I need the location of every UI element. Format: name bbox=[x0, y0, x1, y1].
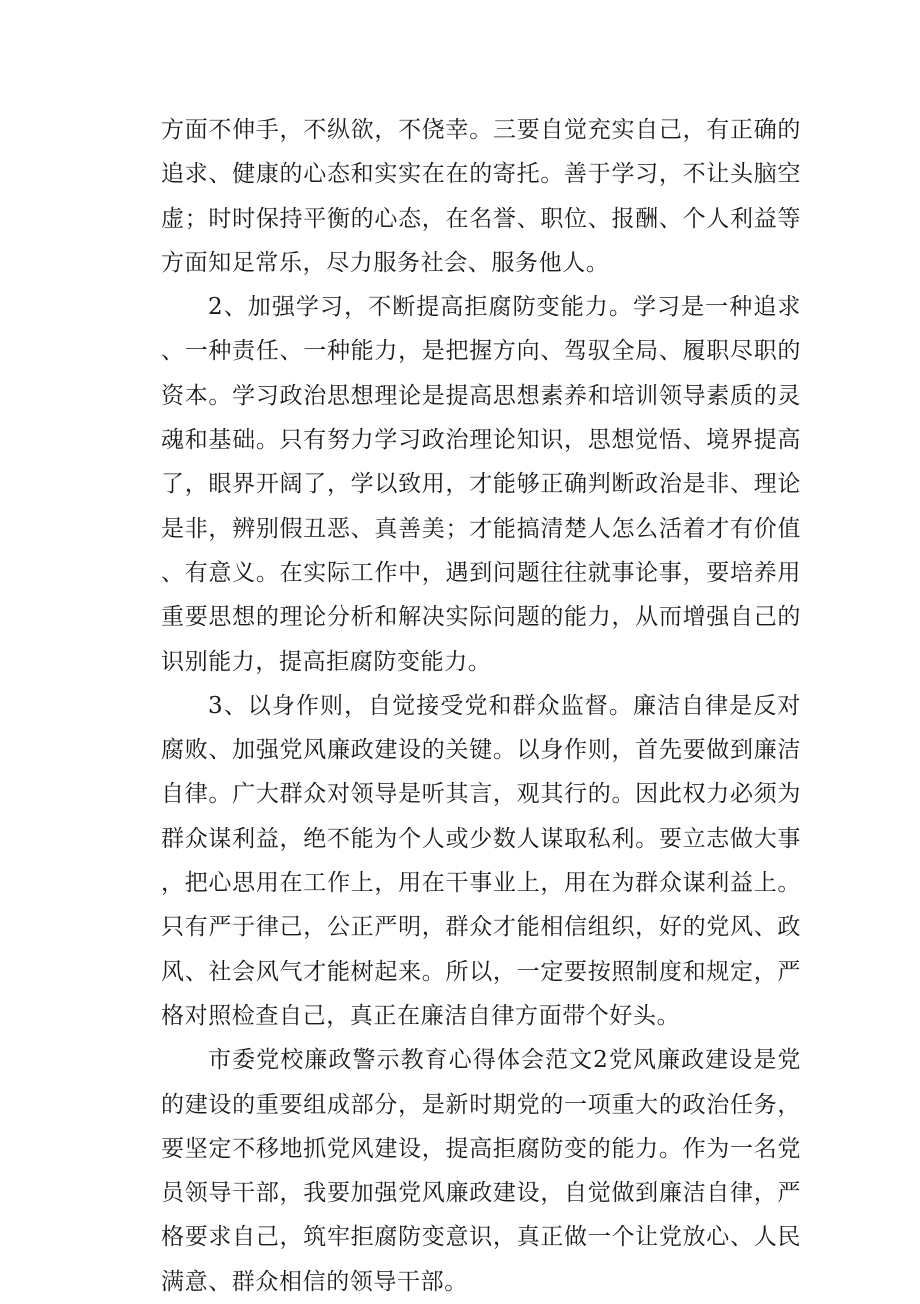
document-body bbox=[161, 108, 801, 1304]
paragraph-study: 2、加强学习，不断提高拒腐防变能力。学习是一种追求、一种责任、一种能力，是把握方向、驾驭全局、履职尽职的资本。学习政治思想理论是提高思想素养和培训领导素质的灵魂和基础。只有努力学习政治理论知识，思想觉悟、境界提高了，眼界开阔了，学以致用，才能够正确判断政治是非、理论是非，辨别假丑恶、真善美；才能搞清楚人怎么活着才有价值、有意义。在实际工作中，遇到问题往往就事论事，要培养用重要思想的理论分析和解决实际问题的能力，从而增强自己的识别能力，提高拒腐防变能力。 bbox=[161, 294, 801, 675]
paragraph-self-discipline: 3、以身作则，自觉接受党和群众监督。廉洁自律是反对腐败、加强党风廉政建设的关键。以身作则，首先要做到廉洁自律。广大群众对领导是听其言，观其行的。因此权力必须为群众谋利益，绝不能为个人或少数人谋取私利。要立志做大事，把心思用在工作上，用在干事业上，用在为群众谋利益上。只有严于律己，公正严明，群众才能相信组织，好的党风、政风、社会风气才能树起来。所以，一定要按照制度和规定，严格对照检查自己，真正在廉洁自律方面带个好头。 bbox=[161, 692, 801, 1029]
paragraph-essay-2: 市委党校廉政警示教育心得体会范文2党风廉政建设是党的建设的重要组成部分，是新时期党的一项重大的政治任务，要坚定不移地抓党风建设，提高拒腐防变的能力。作为一名党员领导干部，我要加强党风廉政建设，自觉做到廉洁自律，严格要求自己，筑牢拒腐防变意识，真正做一个让党放心、人民满意、群众相信的领导干部。 bbox=[161, 1047, 801, 1295]
paragraph-continuation: 方面不伸手，不纵欲，不侥幸。三要自觉充实自己，有正确的追求、健康的心态和实实在在的寄托。善于学习，不让头脑空虚；时时保持平衡的心态，在名誉、职位、报酬、个人利益等方面知足常乐，尽力服务社会、服务他人。 bbox=[161, 117, 801, 276]
